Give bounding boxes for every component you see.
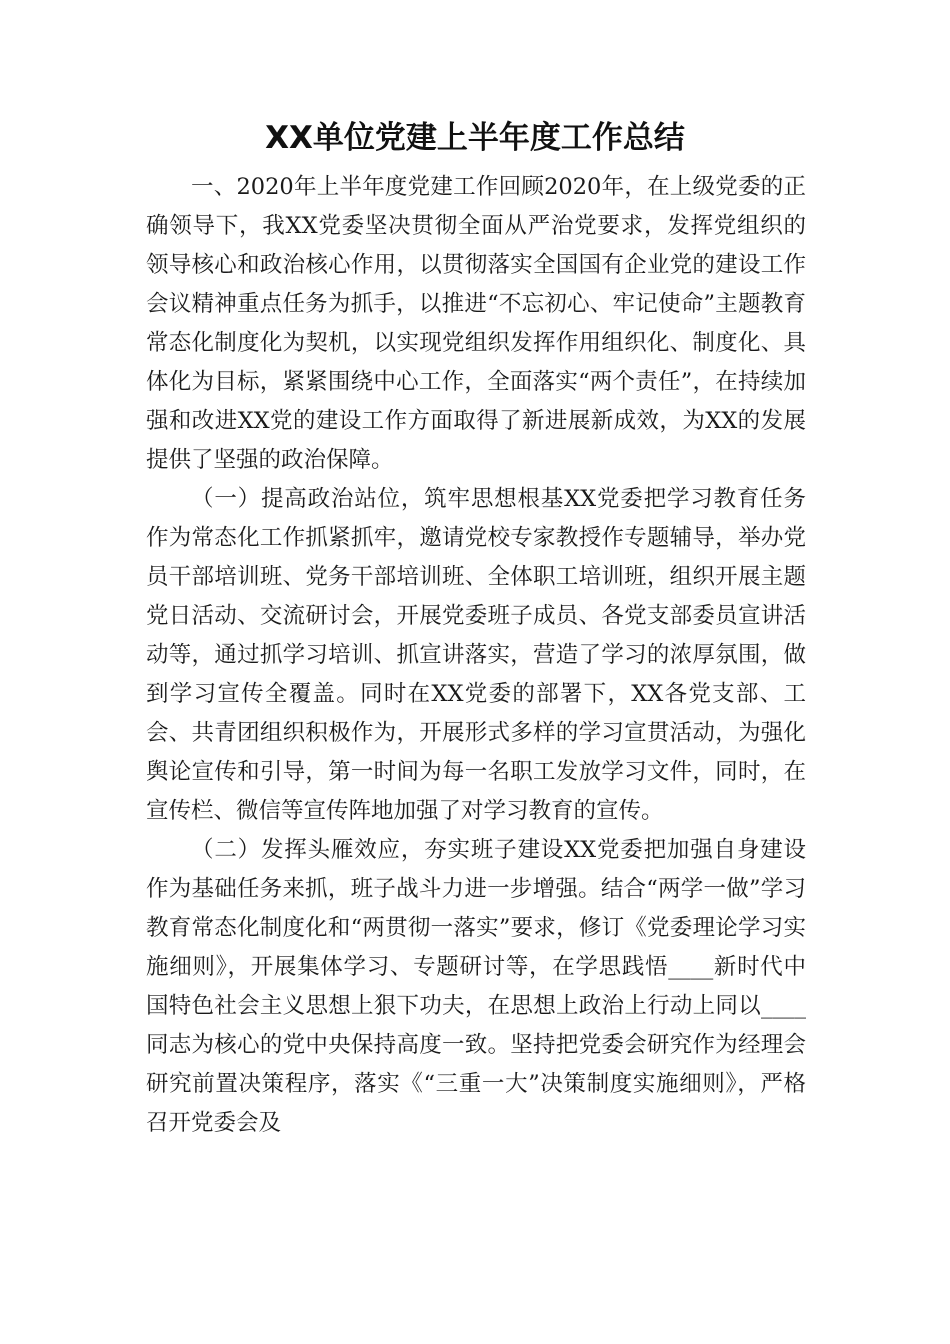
paragraph-leadership-team: （二）发挥头雁效应，夯实班子建设XX党委把加强自身建设作为基础任务来抓，班子战斗力进一步增强。结合“两学一做”学习教育常态化制度化和“两贯彻一落实”要求，修订《党委理论学习实施细则》，开展集体学习、专题研讨等，在学思践悟____新时代中国特色社会主义思想上狠下功夫，在思想上政治上行动上同以____同志为核心的党中央保持高度一致。坚持把党委会研究作为经理会研究前置决策程序，落实《“三重一大”决策制度实施细则》，严格召开党委会及 (146, 837, 806, 1136)
document-body (146, 168, 806, 1143)
paragraph-political-stance: （一）提高政治站位，筑牢思想根基XX党委把学习教育任务作为常态化工作抓紧抓牢，邀请党校专家教授作专题辅导，举办党员干部培训班、党务干部培训班、全体职工培训班，组织开展主题党日活动、交流研讨会，开展党委班子成员、各党支部委员宣讲活动等，通过抓学习培训、抓宣讲落实，营造了学习的浓厚氛围，做到学习宣传全覆盖。同时在XX党委的部署下，XX各党支部、工会、共青团组织积极作为，开展形式多样的学习宣贯活动，为强化舆论宣传和引导，第一时间为每一名职工发放学习文件，同时，在宣传栏、微信等宣传阵地加强了对学习教育的宣传。 (146, 486, 806, 824)
document-title: XX单位党建上半年度工作总结 (265, 120, 685, 156)
paragraph-review: 一、2020年上半年度党建工作回顾2020年，在上级党委的正确领导下，我XX党委坚决贯彻全面从严治党要求，发挥党组织的领导核心和政治核心作用，以贯彻落实全国国有企业党的建设工作会议精神重点任务为抓手，以推进“不忘初心、牢记使命”主题教育常态化制度化为契机，以实现党组织发挥作用组织化、制度化、具体化为目标，紧紧围绕中心工作，全面落实“两个责任”，在持续加强和改进XX党的建设工作方面取得了新进展新成效，为XX的发展提供了坚强的政治保障。 (146, 174, 806, 473)
